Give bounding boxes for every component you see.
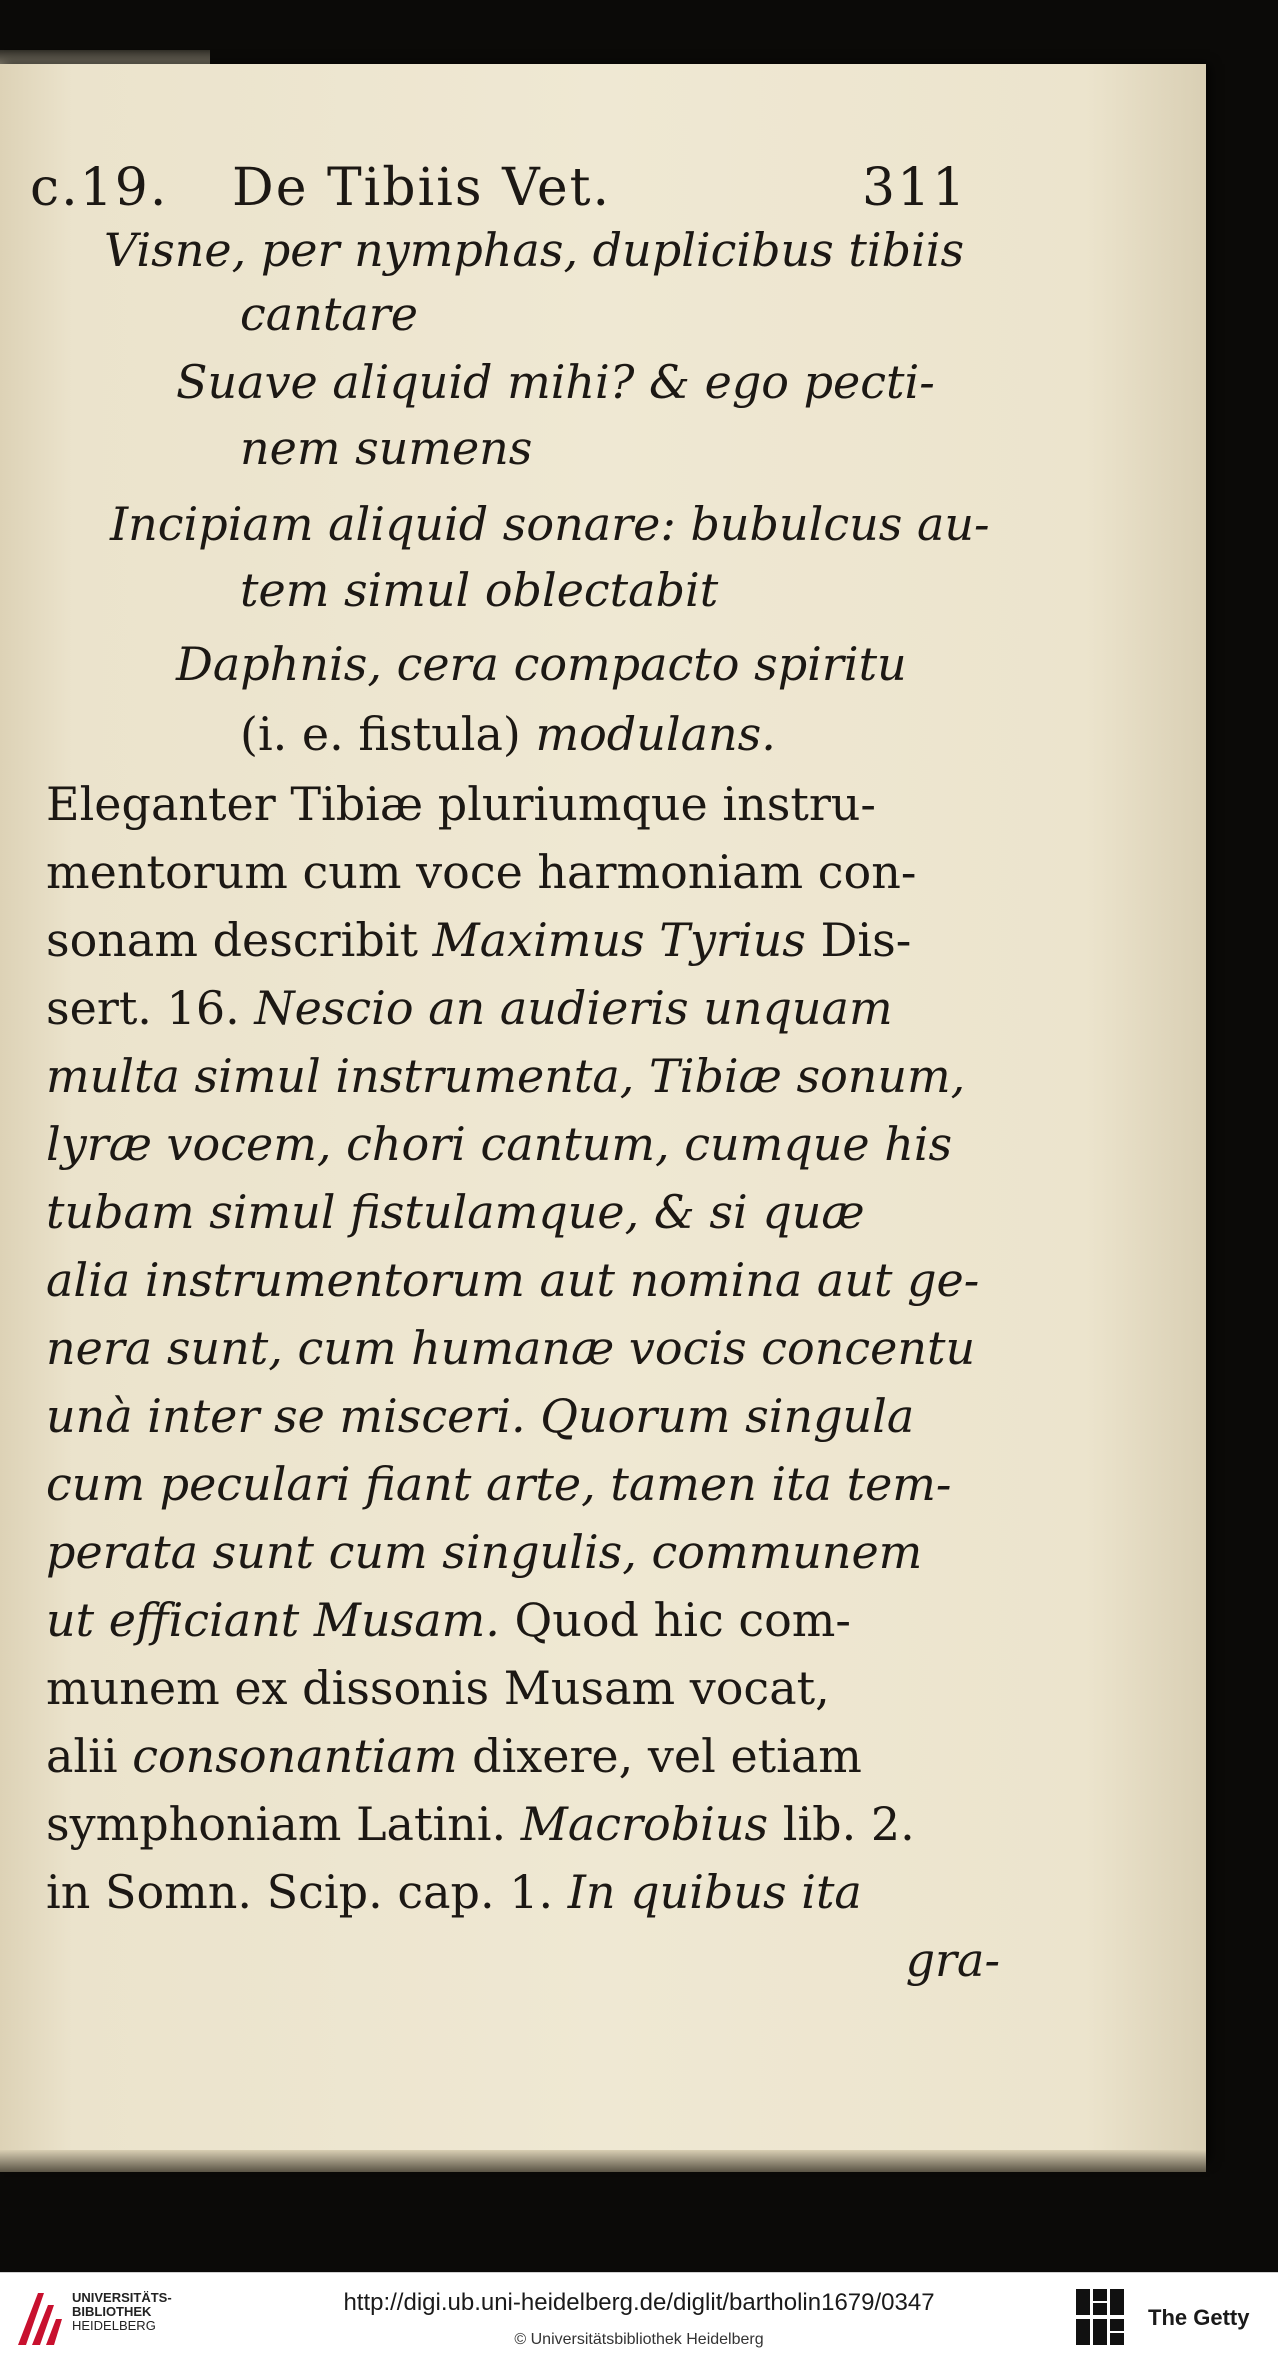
prose-line: tubam simul fistulamque, & si quæ — [46, 1185, 865, 1239]
verse-line: Suave aliquid mihi? & ego pecti- — [176, 355, 935, 409]
permalink-url[interactable]: http://digi.ub.uni-heidelberg.de/diglit/bartholin1679/0347 — [343, 2289, 935, 2316]
verse-line: cantare — [240, 287, 418, 341]
prose-line — [46, 1728, 862, 1784]
library-name-line: HEIDELBERG — [72, 2318, 156, 2333]
prose-line: perata sunt cum singulis, communem — [46, 1525, 923, 1579]
prose-line — [46, 1796, 915, 1852]
prose-text: dixere, vel etiam — [457, 1729, 862, 1783]
prose-line: alia instrumentorum aut nomina aut ge- — [46, 1253, 980, 1307]
page-number: 311 — [862, 158, 968, 218]
prose-text: sonam describit — [46, 913, 433, 967]
getty-logo-icon[interactable] — [1074, 2287, 1126, 2347]
catchword: gra- — [905, 1933, 1000, 1987]
verse-line-end: modulans. — [535, 707, 776, 761]
prose-line: nera sunt, cum humanæ vocis concentu — [46, 1321, 976, 1375]
prose-text: alii — [46, 1729, 133, 1783]
prose-line: munem ex dissonis Musam vocat, — [46, 1661, 830, 1715]
partner-name: The Getty — [1148, 2305, 1250, 2330]
prose-text: in Somn. Scip. cap. 1. — [46, 1865, 568, 1919]
prose-line — [46, 912, 911, 968]
prose-quote: ut efficiant Musam. — [46, 1593, 515, 1647]
gloss-text: (i. e. fistula) — [240, 707, 521, 761]
verse-line: Visne, per nymphas, duplicibus tibiis — [104, 223, 965, 277]
prose-text: sert. 16. — [46, 981, 255, 1035]
prose-line — [46, 1864, 862, 1920]
verse-line: nem sumens — [240, 421, 533, 475]
prose-author: Macrobius — [520, 1797, 769, 1851]
prose-line — [46, 1592, 851, 1648]
prose-line: unà inter se misceri. Quorum singula — [46, 1389, 915, 1443]
verse-line: Incipiam aliquid sonare: bubulcus au- — [110, 497, 990, 551]
prose-text: lib. 2. — [768, 1797, 915, 1851]
prose-line: mentorum cum voce harmoniam con- — [46, 845, 917, 899]
page-edge-bottom — [0, 2150, 1206, 2172]
verse-line: tem simul oblectabit — [240, 563, 719, 617]
verse-line: Daphnis, cera compacto spiritu — [176, 637, 907, 691]
library-name-line: UNIVERSITÄTS- — [72, 2290, 172, 2305]
prose-line: cum peculari fiant arte, tamen ita tem- — [46, 1457, 952, 1511]
verse-gloss — [240, 706, 776, 762]
prose-author: Maximus Tyrius — [432, 913, 806, 967]
prose-line: Eleganter Tibiæ pluriumque instru- — [46, 777, 876, 831]
prose-quote: In quibus ita — [567, 1865, 862, 1919]
running-head-chapter: c.19. — [30, 158, 169, 218]
library-name-line: BIBLIOTHEK — [72, 2304, 152, 2319]
viewer-footer — [0, 2272, 1278, 2364]
copyright-notice: © Universitätsbibliothek Heidelberg — [514, 2331, 764, 2348]
running-head-title: De Tibiis Vet. — [232, 158, 612, 218]
prose-text: symphoniam Latini. — [46, 1797, 521, 1851]
prose-line — [46, 980, 893, 1036]
prose-text: Quod hic com- — [514, 1593, 851, 1647]
prose-line: lyræ vocem, chori cantum, cumque his — [46, 1117, 953, 1171]
prose-quote: Nescio an audieris unquam — [254, 981, 893, 1035]
prose-text: Dis- — [805, 913, 912, 967]
prose-line: multa simul instrumenta, Tibiæ sonum, — [46, 1049, 966, 1103]
book-page — [0, 64, 1206, 2162]
prose-term: consonantiam — [132, 1729, 458, 1783]
